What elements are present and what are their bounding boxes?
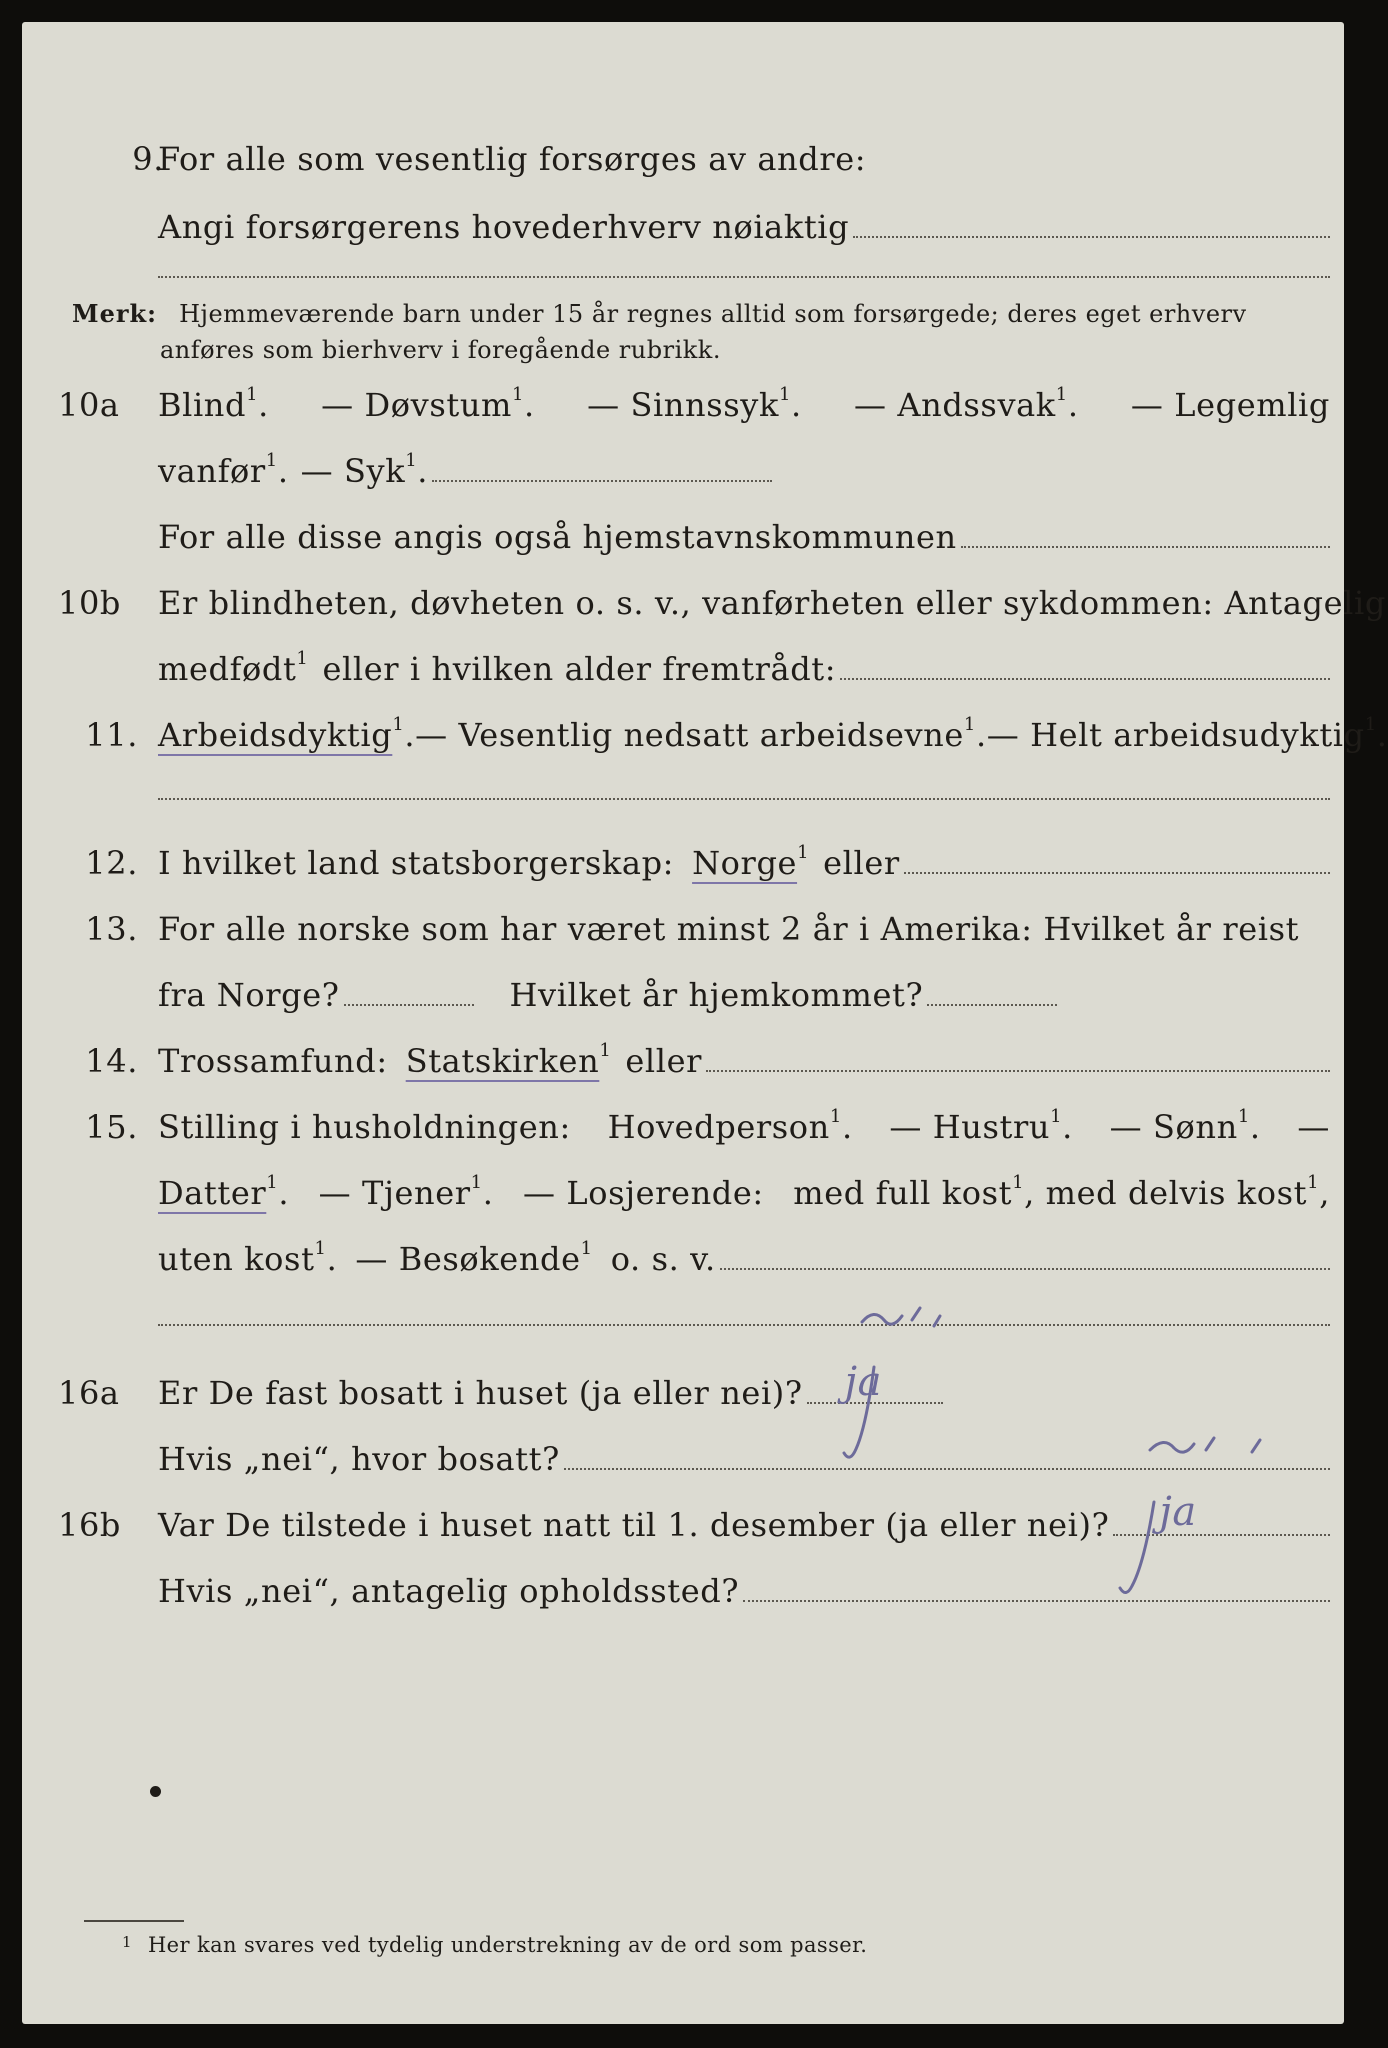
- question-10a-line-2: vanfør$^1$. — Syk$^1$.: [22, 452, 1344, 500]
- question-text: Angi forsørgerens hovederhverv nøiaktig: [158, 208, 850, 246]
- question-10a: 10a Blind$^1$. — Døvstum$^1$. — Sinnssyk$^1$. — Andssvak$^1$. — Legemlig: [22, 386, 1344, 434]
- question-text: Trossamfund:: [158, 1042, 388, 1080]
- footnote-ref: 1: [511, 384, 525, 405]
- dash: —: [1297, 1108, 1330, 1146]
- question-text: Er blindheten, døvheten o. s. v., vanførheten eller sykdommen: Antagelig: [158, 584, 1386, 622]
- question-text: Hvis „nei“, antagelig opholdssted?: [158, 1572, 740, 1610]
- footnote-rule: [84, 1920, 184, 1922]
- option-datter[interactable]: Datter: [158, 1174, 267, 1212]
- question-15-line-3: uten kost$^1$. — Besøkende$^1$ o. s. v.: [22, 1240, 1344, 1288]
- question-number: 11.: [85, 716, 138, 754]
- question-text: Stilling i husholdningen:: [158, 1108, 571, 1146]
- question-number: 13.: [85, 910, 138, 948]
- question-number: 10b: [58, 584, 122, 622]
- option-sonn[interactable]: — Sønn: [1109, 1108, 1238, 1146]
- question-text: Er De fast bosatt i huset (ja eller nei)?: [158, 1374, 803, 1412]
- question-number: 10a: [58, 386, 120, 424]
- footnote-ref: 1: [797, 842, 810, 863]
- option-hustru[interactable]: — Hustru: [889, 1108, 1051, 1146]
- footnote-text: Her kan svares ved tydelig understrekning av de ord som passer.: [147, 1933, 868, 1957]
- handwritten-answer: ja: [1159, 1489, 1197, 1535]
- question-text: o. s. v.: [610, 1240, 716, 1278]
- question-text: Hvilket år hjemkommet?: [509, 976, 924, 1014]
- question-text: eller: [823, 844, 900, 882]
- footnote-ref: 1: [1050, 1106, 1063, 1127]
- footnote-ref: 1: [580, 1238, 593, 1259]
- option-dovstum[interactable]: — Døvstum: [321, 386, 512, 424]
- question-text: eller: [625, 1042, 703, 1080]
- question-15-line-2: Datter$^1$. — Tjener$^1$. — Losjerende: med full kost$^1$, med delvis kost$^1$,: [158, 1172, 1330, 1212]
- footnote: [122, 1933, 867, 1957]
- footnote-ref: 1: [1055, 384, 1068, 405]
- option-nedsatt-arbeidsevne[interactable]: — Vesentlig nedsatt arbeidsevne: [415, 716, 964, 754]
- ja-descender-16a: [844, 1367, 874, 1457]
- census-form-page: [22, 22, 1388, 2024]
- option-statskirken[interactable]: Statskirken: [405, 1042, 600, 1080]
- nei-mark-16b: [1150, 1438, 1260, 1452]
- question-number: 12.: [85, 844, 138, 882]
- option-vanfor[interactable]: vanfør: [158, 452, 266, 490]
- question-11: 11. Arbeidsdyktig$^1$. — Vesentlig nedsatt arbeidsevne$^1$. — Helt arbeidsudyktig$^1$.: [22, 716, 1344, 764]
- question-number: 15.: [85, 1108, 138, 1146]
- handwritten-answer: ja: [844, 1359, 883, 1405]
- note-line-2: anføres som bierhverv i foregående rubrikk.: [160, 336, 721, 364]
- ink-dot: [150, 1786, 161, 1797]
- question-text: I hvilket land statsborgerskap:: [158, 844, 675, 882]
- handwriting-strokes: [22, 22, 1344, 2024]
- question-text: For alle norske som har været minst 2 år i Amerika: Hvilket år reist: [158, 910, 1300, 948]
- footnote-marker: 1: [122, 1933, 132, 1951]
- question-15: 15. Stilling i husholdningen: Hovedperson$^1$. — Hustru$^1$. — Sønn$^1$. —: [22, 1108, 1344, 1156]
- footnote-ref: 1: [1307, 1172, 1320, 1193]
- question-text: fra Norge?: [158, 976, 340, 1014]
- footnote-ref: 1: [266, 1172, 279, 1193]
- footnote-ref: 1: [778, 384, 791, 405]
- footnote-ref: 1: [599, 1040, 612, 1061]
- footnote-ref: 1: [1012, 1172, 1025, 1193]
- ja-descender-16b: [1120, 1502, 1154, 1593]
- option-legemlig[interactable]: — Legemlig: [1130, 386, 1330, 424]
- footnote-ref: 1: [829, 1106, 842, 1127]
- footnote-ref: 1: [1237, 1106, 1250, 1127]
- option-andssvak[interactable]: — Andssvak: [854, 386, 1056, 424]
- option-delvis-kost[interactable]: , med delvis kost: [1024, 1174, 1308, 1212]
- footnote-ref: 1: [963, 714, 976, 735]
- footnote-ref: 1: [392, 714, 405, 735]
- footnote-ref: 1: [470, 1172, 483, 1193]
- option-sinnssyk[interactable]: — Sinnssyk: [587, 386, 779, 424]
- option-tjener[interactable]: — Tjener: [318, 1174, 471, 1212]
- question-text: Hvis „nei“, hvor bosatt?: [158, 1440, 560, 1478]
- footnote-ref: 1: [405, 450, 418, 471]
- note-label: Merk:: [72, 299, 157, 328]
- question-number: 9.: [132, 140, 164, 178]
- footnote-ref: 1: [1364, 714, 1377, 735]
- question-text: Var De tilstede i huset natt til 1. desember (ja eller nei)?: [158, 1506, 1110, 1544]
- footnote-ref: 1: [314, 1238, 327, 1259]
- option-full-kost[interactable]: med full kost: [793, 1174, 1013, 1212]
- option-syk[interactable]: — Syk: [300, 452, 406, 490]
- comma: ,: [1319, 1174, 1330, 1212]
- option-medfodt[interactable]: medfødt: [158, 650, 297, 688]
- question-number: 16b: [58, 1506, 122, 1544]
- option-arbeidsudyktig[interactable]: — Helt arbeidsudyktig: [986, 716, 1365, 754]
- option-uten-kost[interactable]: uten kost: [158, 1240, 315, 1278]
- footnote-ref: 1: [296, 648, 309, 669]
- question-number: 14.: [85, 1042, 138, 1080]
- question-text: — Losjerende:: [522, 1174, 764, 1212]
- option-besokende[interactable]: — Besøkende: [355, 1240, 581, 1278]
- option-hovedperson[interactable]: Hovedperson: [607, 1108, 830, 1146]
- option-blind[interactable]: Blind: [158, 386, 247, 424]
- question-text: eller i hvilken alder fremtrådt:: [322, 650, 837, 688]
- footnote-ref: 1: [246, 384, 259, 405]
- option-norge[interactable]: Norge: [692, 844, 798, 882]
- nei-mark-16a: [862, 1308, 940, 1326]
- option-arbeidsdyktig[interactable]: Arbeidsdyktig: [158, 716, 393, 754]
- question-number: 16a: [58, 1374, 120, 1412]
- footnote-ref: 1: [265, 450, 278, 471]
- note-line-1: Hjemmeværende barn under 15 år regnes alltid som forsørgede; deres eget erhverv: [179, 300, 1247, 328]
- question-text: For alle disse angis også hjemstavnskommunen: [158, 518, 957, 556]
- question-text: For alle som vesentlig forsørges av andre:: [158, 140, 867, 178]
